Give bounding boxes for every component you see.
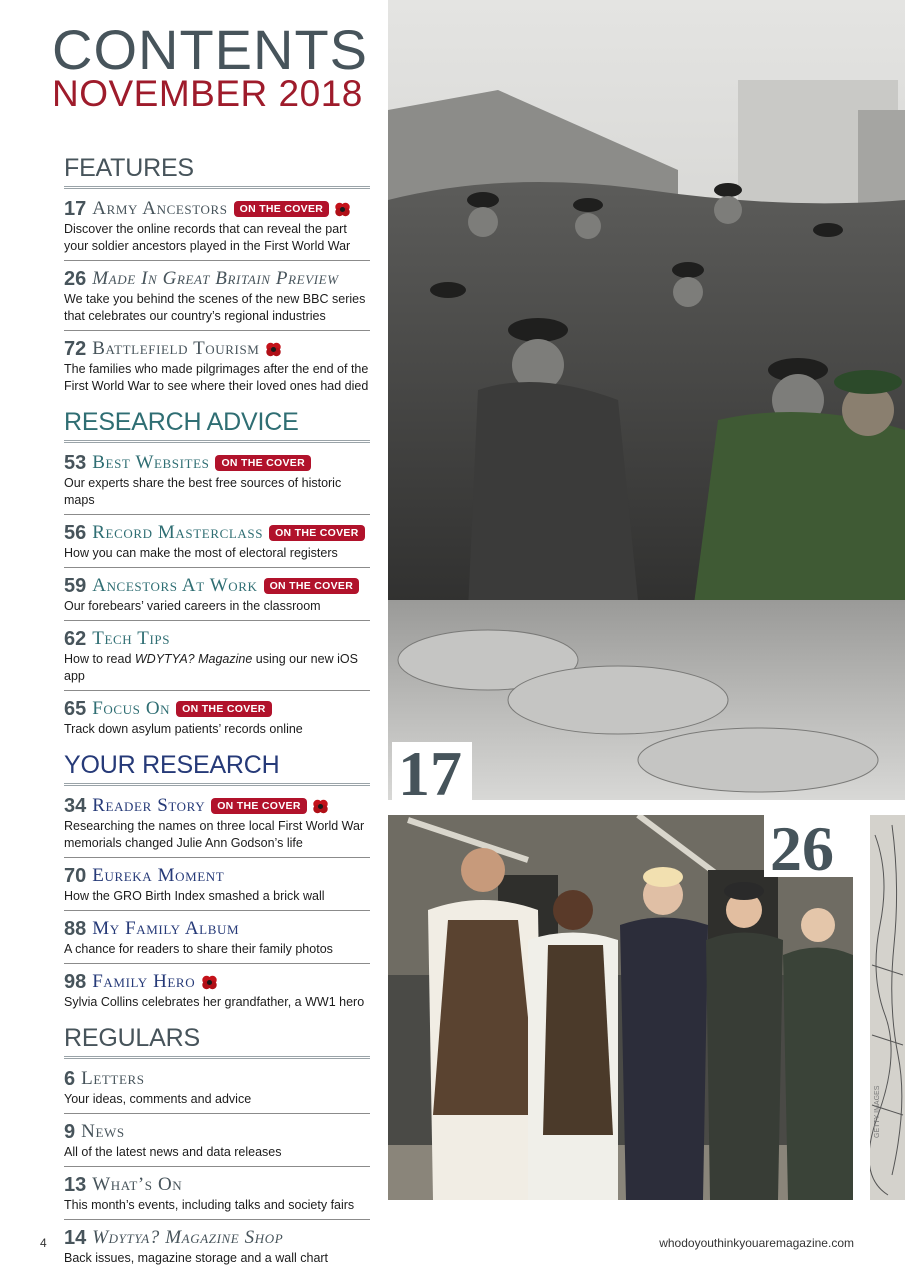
feature-number-17: 17 <box>392 742 472 800</box>
article-name: Battlefield Tourism <box>92 338 260 359</box>
contents-item[interactable] <box>64 568 370 621</box>
section-title: YOUR RESEARCH <box>64 751 280 779</box>
contents-item[interactable] <box>64 788 370 858</box>
section-features <box>64 150 370 400</box>
page-ref-number: 26 <box>64 267 87 290</box>
contents-item[interactable] <box>64 964 370 1016</box>
section-divider <box>64 440 370 443</box>
article-description: The families who made pilgrimages after the end of the First World War to see where their loved ones had died <box>64 362 369 393</box>
item-heading <box>64 917 370 941</box>
section-title: RESEARCH ADVICE <box>64 408 299 436</box>
photo-credit: GETTY IMAGES <box>874 1085 881 1138</box>
on-the-cover-badge: ON THE COVER <box>176 701 272 717</box>
section-title: REGULARS <box>64 1024 200 1052</box>
soldiers-photo <box>388 0 905 800</box>
article-name: Eureka Moment <box>92 865 225 886</box>
article-description: This month’s events, including talks and society fairs <box>64 1198 355 1212</box>
page-ref-number: 6 <box>64 1067 76 1090</box>
section-divider <box>64 783 370 786</box>
feature-number-26: 26 <box>764 815 854 877</box>
item-heading <box>64 574 370 598</box>
article-description: Researching the names on three local First World War memorials changed Julie Ann Godson’s life <box>64 819 365 850</box>
on-the-cover-badge: ON THE COVER <box>215 455 311 471</box>
description-text: using our new iOS app <box>64 652 358 683</box>
contents-item[interactable] <box>64 191 370 261</box>
article-name: Made In Great Britain Preview <box>92 268 339 289</box>
page-ref-number: 17 <box>64 197 87 220</box>
issue-date: NOVEMBER 2018 <box>52 73 363 114</box>
article-name: Focus On <box>92 698 171 719</box>
article-description: Your ideas, comments and advice <box>64 1092 252 1106</box>
engraving-photo-strip <box>870 815 905 1200</box>
on-the-cover-badge: ON THE COVER <box>269 525 365 541</box>
section-divider <box>64 186 370 189</box>
contents-item[interactable] <box>64 858 370 911</box>
item-heading <box>64 794 370 818</box>
article-description: Track down asylum patients’ records online <box>64 722 303 736</box>
poppy-icon <box>334 201 351 218</box>
page-title: CONTENTS <box>52 18 368 81</box>
article-description: Back issues, magazine storage and a wall chart <box>64 1251 329 1265</box>
contents-item[interactable] <box>64 1220 370 1272</box>
page-ref-number: 72 <box>64 337 87 360</box>
item-heading <box>64 864 370 888</box>
page-ref-number: 56 <box>64 521 87 544</box>
item-heading <box>64 697 370 721</box>
contents-item[interactable] <box>64 261 370 331</box>
contents-item[interactable] <box>64 911 370 964</box>
article-name: Letters <box>81 1068 145 1089</box>
poppy-icon <box>312 798 329 815</box>
item-heading <box>64 627 370 651</box>
soldiers-photo-image <box>388 0 905 800</box>
article-description: Our forebears’ varied careers in the classroom <box>64 599 321 613</box>
contents-item[interactable] <box>64 1061 370 1114</box>
contents-item[interactable] <box>64 621 370 691</box>
poppy-icon <box>201 974 218 991</box>
item-heading <box>64 1173 370 1197</box>
page-ref-number: 34 <box>64 794 87 817</box>
item-heading <box>64 970 370 994</box>
on-the-cover-badge: ON THE COVER <box>211 798 307 814</box>
page-ref-number: 13 <box>64 1173 87 1196</box>
page-ref-number: 98 <box>64 970 87 993</box>
article-name: Wdytya? Magazine Shop <box>92 1227 284 1248</box>
page-ref-number: 9 <box>64 1120 76 1143</box>
page-ref-number: 62 <box>64 627 87 650</box>
contents-item[interactable] <box>64 515 370 568</box>
poppy-icon <box>265 341 282 358</box>
article-name: Tech Tips <box>92 628 171 649</box>
contents-item[interactable] <box>64 1167 370 1220</box>
engraving-image <box>870 815 905 1200</box>
page-ref-number: 88 <box>64 917 87 940</box>
item-heading <box>64 451 370 475</box>
article-name: My Family Album <box>92 918 240 939</box>
contents-list <box>64 150 370 1276</box>
on-the-cover-badge: ON THE COVER <box>234 201 330 217</box>
article-description: Sylvia Collins celebrates her grandfather, a WW1 hero <box>64 995 365 1009</box>
article-name: Ancestors At Work <box>92 575 258 596</box>
contents-item[interactable] <box>64 445 370 515</box>
article-name: Army Ancestors <box>92 198 228 219</box>
website-url[interactable]: whodoyouthinkyouaremagazine.com <box>659 1236 854 1250</box>
article-name: What’s On <box>92 1174 183 1195</box>
article-name: Reader Story <box>92 795 206 816</box>
item-heading <box>64 197 370 221</box>
item-heading <box>64 337 370 361</box>
item-heading <box>64 1226 370 1250</box>
article-name: Best Websites <box>92 452 210 473</box>
section-regulars <box>64 1020 370 1272</box>
section-divider <box>64 1056 370 1059</box>
article-description <box>64 651 370 685</box>
item-heading <box>64 267 370 291</box>
page-ref-number: 14 <box>64 1226 87 1249</box>
article-name: News <box>81 1121 125 1142</box>
on-the-cover-badge: ON THE COVER <box>264 578 360 594</box>
magazine-title-text: WDYTYA? Magazine <box>134 652 253 666</box>
article-description: Our experts share the best free sources of historic maps <box>64 476 342 507</box>
item-heading <box>64 1067 370 1091</box>
page-ref-number: 65 <box>64 697 87 720</box>
article-description: How you can make the most of electoral registers <box>64 546 338 560</box>
section-title: FEATURES <box>64 154 194 182</box>
section-research-advice <box>64 404 370 743</box>
contents-item[interactable] <box>64 331 370 400</box>
description-text: How to read <box>64 652 135 666</box>
section-your-research <box>64 747 370 1016</box>
article-name: Family Hero <box>92 971 196 992</box>
item-heading <box>64 521 370 545</box>
page-ref-number: 70 <box>64 864 87 887</box>
article-description: A chance for readers to share their family photos <box>64 942 333 956</box>
article-description: How the GRO Birth Index smashed a brick wall <box>64 889 325 903</box>
article-description: All of the latest news and data releases <box>64 1145 282 1159</box>
item-heading <box>64 1120 370 1144</box>
contents-item[interactable] <box>64 1114 370 1167</box>
article-description: We take you behind the scenes of the new BBC series that celebrates our country’s regional industries <box>64 292 366 323</box>
contents-item[interactable] <box>64 691 370 743</box>
article-description: Discover the online records that can reveal the part your soldier ancestors played in the First World War <box>64 222 351 253</box>
page-number: 4 <box>40 1236 47 1250</box>
article-name: Record Masterclass <box>92 522 264 543</box>
page-ref-number: 53 <box>64 451 87 474</box>
page-ref-number: 59 <box>64 574 87 597</box>
